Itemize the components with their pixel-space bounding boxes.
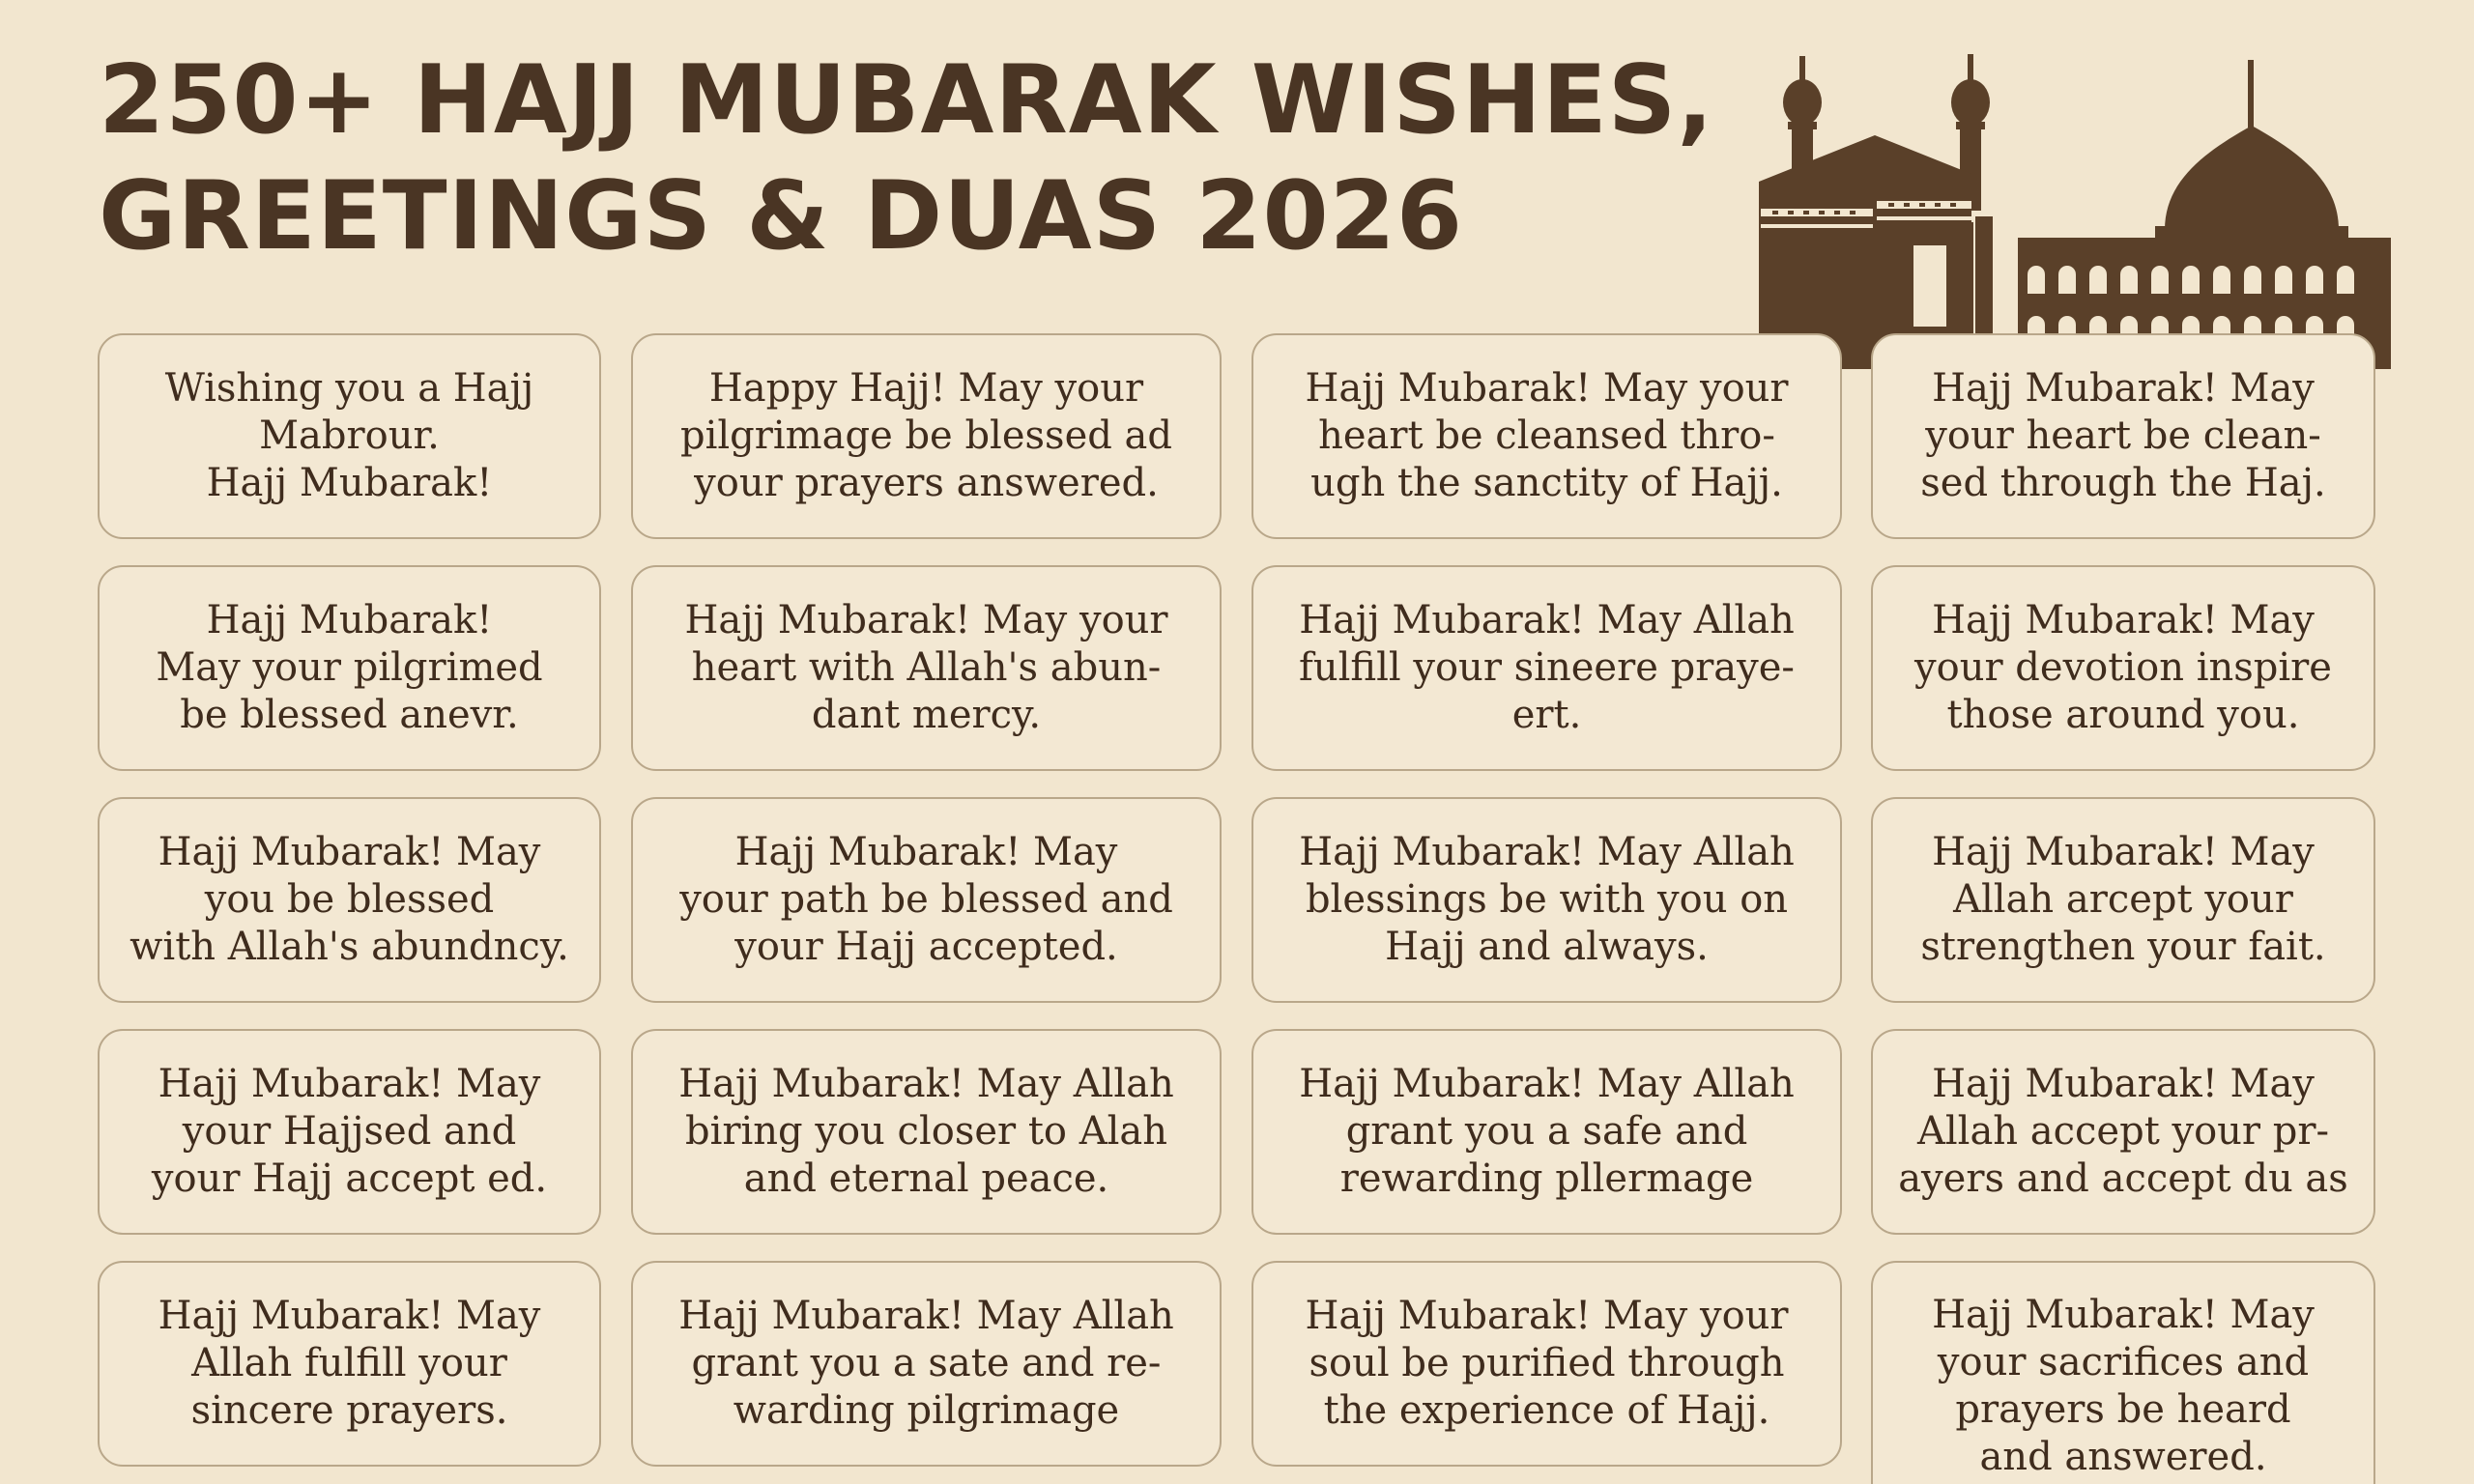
wish-line: Hajj Mubarak!	[206, 598, 493, 642]
wish-card	[1871, 1029, 2375, 1235]
wish-line: your path be blessed and	[679, 877, 1173, 922]
wish-line: your devotion inspire	[1914, 645, 2332, 690]
wish-line: warding pilgrimage	[733, 1388, 1120, 1433]
wish-line: Hajj Mubarak! May your	[684, 598, 1168, 642]
wish-line: May your pilgrimed	[156, 645, 543, 690]
wish-line: the experience of Hajj.	[1323, 1388, 1770, 1433]
wish-line: Hajj Mubarak! May Allah	[678, 1294, 1174, 1338]
wish-line: heart be cleansed thro-	[1318, 414, 1775, 458]
wish-line: Hajj Mubarak! May	[1932, 366, 2315, 411]
wish-card	[1871, 565, 2375, 771]
wish-card	[1871, 1261, 2375, 1484]
wish-line: Allah accept your pr-	[1916, 1109, 2330, 1154]
page-title	[99, 43, 1741, 274]
wish-card	[1251, 1261, 1842, 1467]
wish-line: grant you a sate and re-	[691, 1341, 1162, 1385]
wish-line: ert.	[1511, 693, 1582, 737]
wish-line: Hajj Mubarak!	[206, 461, 493, 505]
wish-card	[1251, 333, 1842, 539]
wish-line: your Hajjsed and	[182, 1109, 517, 1154]
wish-line: rewarding pllermage	[1339, 1156, 1754, 1201]
wish-card	[631, 1261, 1222, 1467]
wish-card	[1871, 797, 2375, 1003]
wish-card	[98, 1029, 601, 1235]
wish-line: Hajj Mubarak! May your	[1305, 366, 1789, 411]
wish-line: with Allah's abundncy.	[129, 925, 569, 969]
wish-line: pilgrimage be blessed ad	[679, 414, 1173, 458]
wish-line: you be blessed	[204, 877, 495, 922]
wish-card	[98, 333, 601, 539]
wish-card	[1251, 797, 1842, 1003]
wish-line: your heart be clean-	[1925, 414, 2321, 458]
wish-line: Hajj Mubarak! May	[158, 1062, 541, 1106]
wish-card	[98, 797, 601, 1003]
wish-line: Hajj Mubarak! May Allah	[1299, 598, 1795, 642]
wish-line: Hajj Mubarak! May	[1932, 1293, 2315, 1337]
wish-line: Allah fulfill your	[191, 1341, 507, 1385]
wish-line: your prayers answered.	[694, 461, 1159, 505]
wish-card	[1251, 565, 1842, 771]
wish-line: Hajj Mubarak! May Allah	[1299, 1062, 1795, 1106]
wish-card	[631, 797, 1222, 1003]
page-title-line-1: 250+ HAJJ MUBARAK WISHES,	[99, 45, 1714, 156]
wish-line: strengthen your fait.	[1920, 925, 2326, 969]
wish-card	[1251, 1029, 1842, 1235]
wish-line: dant mercy.	[811, 693, 1042, 737]
wish-card	[631, 1029, 1222, 1235]
wish-line: Hajj Mubarak! May	[1932, 1062, 2315, 1106]
wish-line: Hajj Mubarak! May Allah	[1299, 830, 1795, 874]
wish-line: sed through the Haj.	[1920, 461, 2326, 505]
wish-line: fulfill your sineere praye-	[1299, 645, 1795, 690]
kaaba-and-mosque-silhouette-icon	[1749, 46, 2391, 369]
wish-line: Mabrour.	[259, 414, 440, 458]
wish-line: Wishing you a Hajj	[164, 366, 534, 411]
wish-line: ayers and accept du as	[1898, 1156, 2348, 1201]
wish-card	[98, 565, 601, 771]
wish-line: sincere prayers.	[190, 1388, 508, 1433]
wish-line: Hajj Mubarak! May	[1932, 598, 2315, 642]
wish-line: Hajj Mubarak! May	[158, 1294, 541, 1338]
wish-line: and answered.	[1979, 1435, 2267, 1479]
wish-line: and eternal peace.	[743, 1156, 1109, 1201]
wish-line: prayers be heard	[1955, 1387, 2291, 1432]
wish-line: your Hajj accepted.	[734, 925, 1118, 969]
wish-line: ugh the sanctity of Hajj.	[1310, 461, 1783, 505]
page-title-line-2: GREETINGS & DUAS 2026	[99, 161, 1464, 271]
wish-line: be blessed anevr.	[180, 693, 519, 737]
wish-line: Hajj Mubarak! May Allah	[678, 1062, 1174, 1106]
wish-line: Hajj Mubarak! May your	[1305, 1294, 1789, 1338]
wish-line: Hajj Mubarak! May	[158, 830, 541, 874]
wish-line: blessings be with you on	[1305, 877, 1789, 922]
wish-line: those around you.	[1946, 693, 2300, 737]
wish-line: Happy Hajj! May your	[708, 366, 1144, 411]
wish-line: biring you closer to Alah	[684, 1109, 1168, 1154]
wish-line: your sacrifices and	[1937, 1340, 2310, 1384]
wish-line: heart with Allah's abun-	[691, 645, 1162, 690]
wish-line: soul be purified through	[1309, 1341, 1785, 1385]
wish-line: your Hajj accept ed.	[151, 1156, 548, 1201]
wish-card	[1871, 333, 2375, 539]
wish-card	[98, 1261, 601, 1467]
wish-line: grant you a safe and	[1345, 1109, 1748, 1154]
wish-line: Hajj Mubarak! May	[734, 830, 1118, 874]
wish-line: Hajj Mubarak! May	[1932, 830, 2315, 874]
wish-card	[631, 333, 1222, 539]
wish-line: Hajj and always.	[1385, 925, 1709, 969]
wish-line: Allah arcept your	[1953, 877, 2293, 922]
wish-card	[631, 565, 1222, 771]
